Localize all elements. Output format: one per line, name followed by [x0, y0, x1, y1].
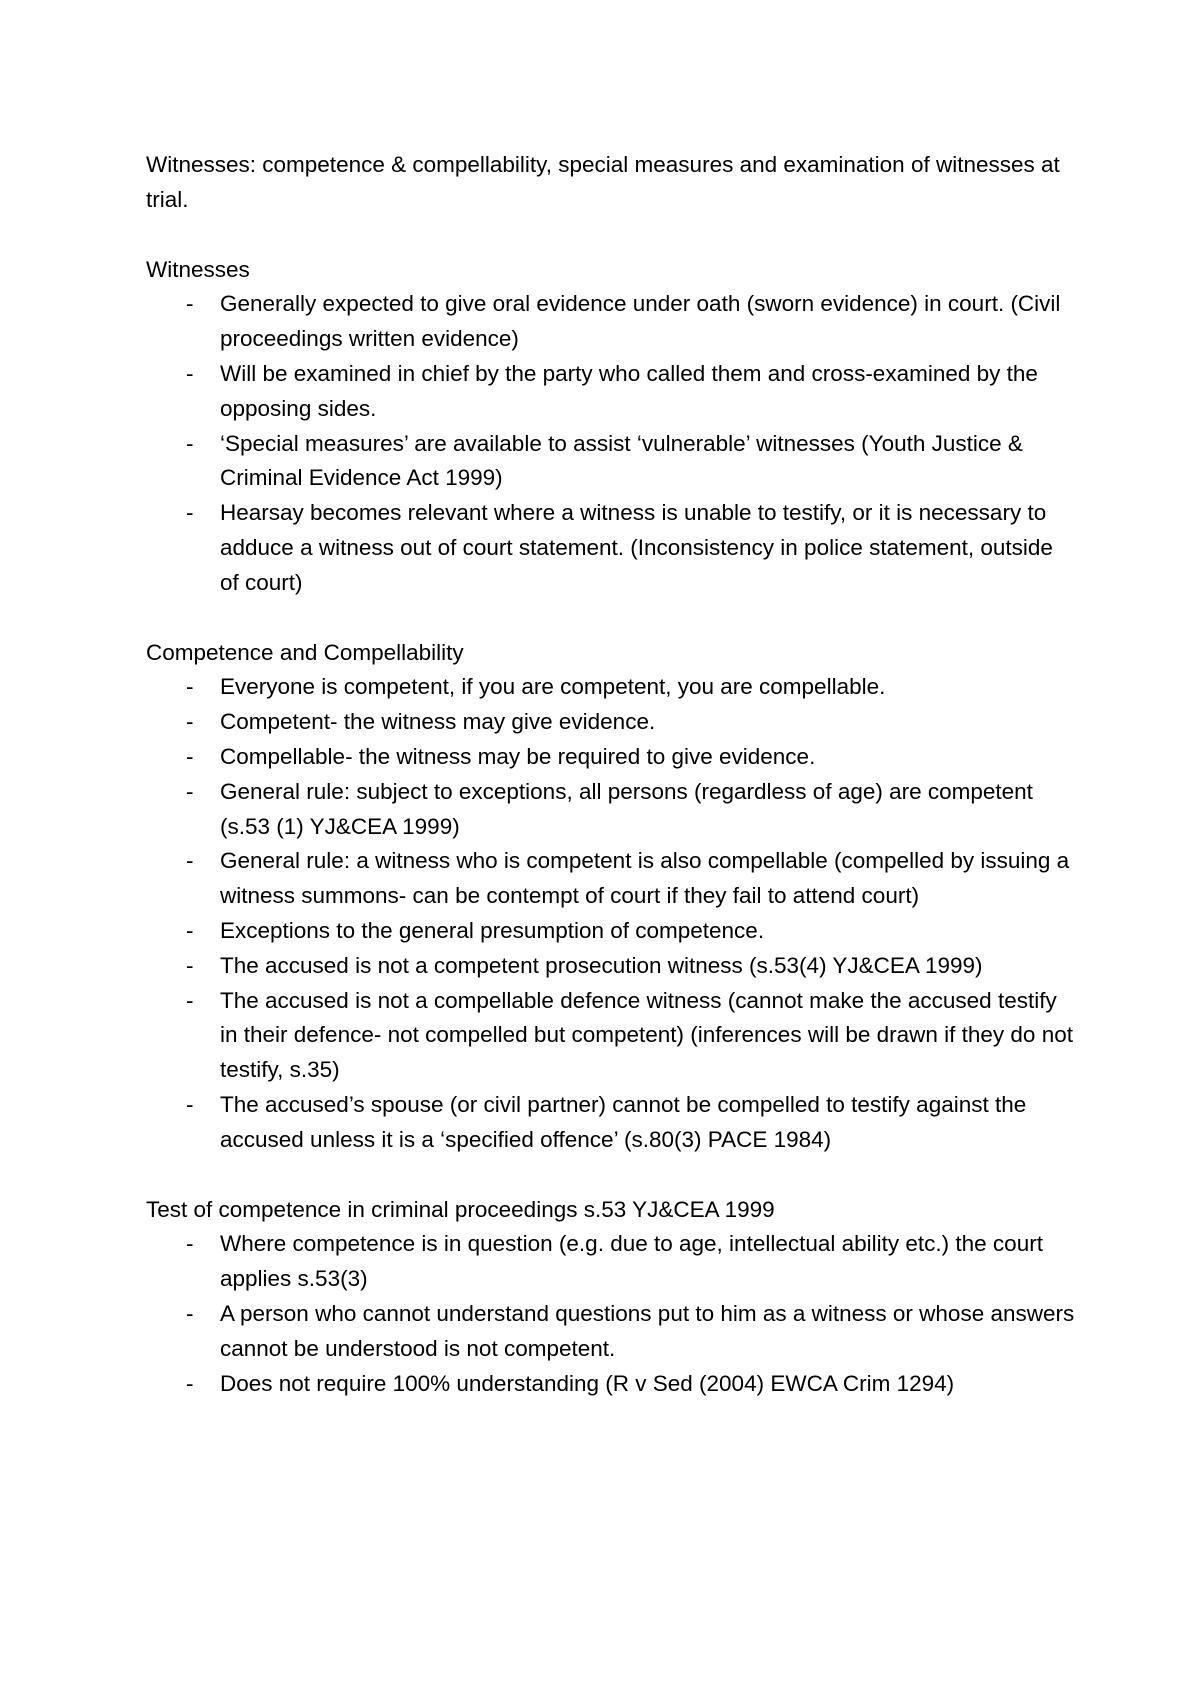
- section-heading: Test of competence in criminal proceedings s.53 YJ&CEA 1999: [146, 1196, 775, 1222]
- list-item: [146, 740, 1076, 775]
- list-item-text: Where competence is in question (e.g. due to age, intellectual ability etc.) the court applies s.53(3): [220, 1231, 1043, 1292]
- section-competence-compellability: [146, 636, 1076, 1158]
- list-item-text: Hearsay becomes relevant where a witness is unable to testify, or it is necessary to adduce a witness out of court statement. (Inconsistency in police statement, outside of court): [220, 500, 1053, 595]
- list-item-text: Generally expected to give oral evidence under oath (sworn evidence) in court. (Civil proceedings written evidence): [220, 291, 1061, 352]
- section-witnesses: [146, 253, 1076, 601]
- list-item: [146, 949, 1076, 984]
- dash-bullet: -: [186, 987, 194, 1013]
- list-item: [146, 427, 1076, 497]
- dash-bullet: -: [186, 1091, 194, 1117]
- list-item: [146, 287, 1076, 357]
- list-item-text: The accused’s spouse (or civil partner) cannot be compelled to testify against the accused unless it is a ‘specified offence’ (s.80(3) PACE 1984): [220, 1091, 1027, 1152]
- list-item-text: A person who cannot understand questions put to him as a witness or whose answers cannot be understood is not competent.: [220, 1300, 1075, 1361]
- list-item-text: The accused is not a compellable defence witness (cannot make the accused testify in their defence- not compelled but competent) (inferences will be drawn if they do not testify, s.35): [220, 987, 1073, 1083]
- dash-bullet: -: [186, 1300, 194, 1326]
- list-item: [146, 1297, 1076, 1367]
- list-item-text: Does not require 100% understanding (R v Sed (2004) EWCA Crim 1294): [220, 1370, 955, 1396]
- list-item-text: Exceptions to the general presumption of competence.: [220, 917, 765, 943]
- dash-bullet: -: [186, 917, 194, 943]
- dash-bullet: -: [186, 674, 194, 700]
- dash-bullet: -: [186, 778, 194, 804]
- list-item-text: The accused is not a competent prosecution witness (s.53(4) YJ&CEA 1999): [220, 952, 983, 978]
- list-item-text: Competent- the witness may give evidence.: [220, 709, 656, 735]
- list-item: [146, 1227, 1076, 1297]
- list-item: [146, 775, 1076, 845]
- bullet-list: [146, 670, 1076, 1157]
- dash-bullet: -: [186, 709, 194, 735]
- document-title: Witnesses: competence & compellability, special measures and examination of witnesses at trial.: [146, 152, 1060, 212]
- dash-bullet: -: [186, 743, 194, 769]
- section-heading: Witnesses: [146, 256, 250, 282]
- dash-bullet: -: [186, 1231, 194, 1257]
- list-item: [146, 844, 1076, 914]
- dash-bullet: -: [186, 360, 194, 386]
- bullet-list: [146, 287, 1076, 600]
- document-body: [146, 148, 1076, 1436]
- list-item-text: General rule: subject to exceptions, all persons (regardless of age) are competent (s.53 (1) YJ&CEA 1999): [220, 778, 1033, 839]
- section-heading: Competence and Compellability: [146, 639, 464, 665]
- list-item: [146, 670, 1076, 705]
- list-item: [146, 984, 1076, 1088]
- dash-bullet: -: [186, 500, 194, 526]
- list-item-text: Everyone is competent, if you are competent, you are compellable.: [220, 674, 886, 700]
- list-item-text: ‘Special measures’ are available to assist ‘vulnerable’ witnesses (Youth Justice & Criminal Evidence Act 1999): [220, 430, 1023, 491]
- list-item: [146, 496, 1076, 600]
- list-item: [146, 705, 1076, 740]
- dash-bullet: -: [186, 1370, 194, 1396]
- section-test-of-competence: [146, 1193, 1076, 1402]
- list-item: [146, 1088, 1076, 1158]
- list-item: [146, 357, 1076, 427]
- dash-bullet: -: [186, 848, 194, 874]
- dash-bullet: -: [186, 291, 194, 317]
- bullet-list: [146, 1227, 1076, 1401]
- list-item-text: Compellable- the witness may be required to give evidence.: [220, 743, 816, 769]
- list-item: [146, 1367, 1076, 1402]
- dash-bullet: -: [186, 952, 194, 978]
- list-item-text: General rule: a witness who is competent is also compellable (compelled by issuing a witness summons- can be contempt of court if they fail to attend court): [220, 848, 1070, 909]
- list-item-text: Will be examined in chief by the party who called them and cross-examined by the opposing sides.: [220, 360, 1038, 421]
- dash-bullet: -: [186, 430, 194, 456]
- list-item: [146, 914, 1076, 949]
